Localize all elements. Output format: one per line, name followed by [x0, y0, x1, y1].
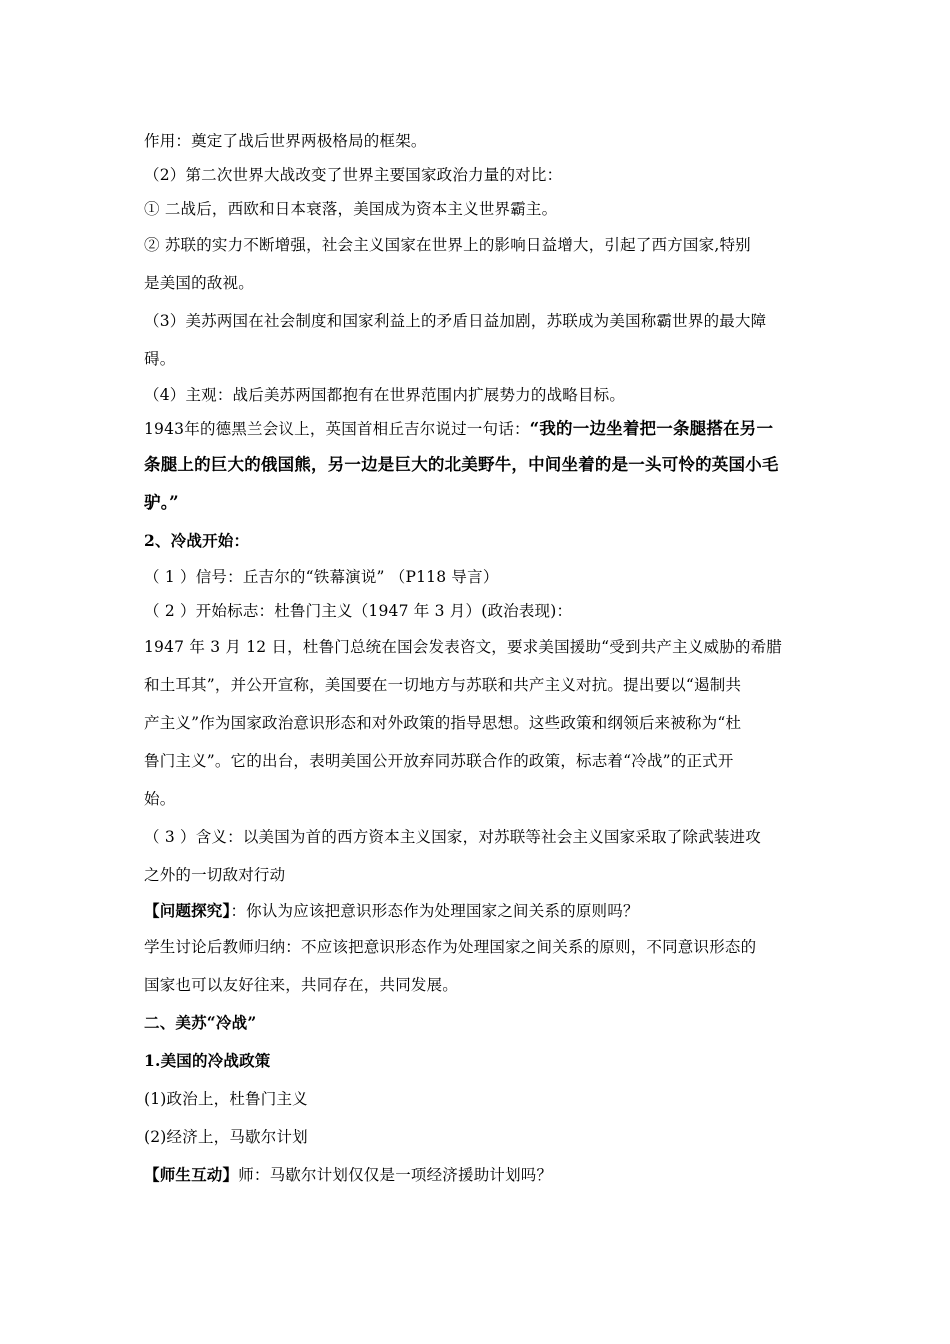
section-2-heading: 2、冷战开始： — [144, 531, 250, 550]
subsection-1-heading: 1.美国的冷战政策 — [144, 1051, 271, 1070]
part-2-heading: 二、美苏“冷战” — [144, 1013, 257, 1032]
interaction-text: 师：马歇尔计划仅仅是一项经济援助计划吗？ — [238, 1166, 553, 1184]
document-page — [144, 124, 810, 1194]
quote-intro: 1943年的德黑兰会议上，英国首相丘吉尔说过一句话： — [144, 420, 530, 438]
truman-paragraph-line-4: 鲁门主义”。它的出台，表明美国公开放弃同苏联合作的政策，标志着“冷战”的正式开 — [144, 752, 734, 770]
quote-line-1 — [144, 412, 810, 446]
truman-paragraph-line-1: 1947 年 3 月 12 日，杜鲁门总统在国会发表咨文，要求美国援助“受到共产主义威胁的希腊 — [144, 638, 782, 656]
policy-item-economic: (2)经济上，马歇尔计划 — [144, 1128, 308, 1146]
paragraph-conflict-line-2: 碍。 — [144, 350, 176, 368]
section-2-start-mark: （ 2 ）开始标志：杜鲁门主义（1947 年 3 月）(政治表现)： — [144, 602, 573, 620]
inquiry-question — [144, 894, 810, 928]
truman-paragraph-line-2: 和土耳其”，并公开宣称，美国要在一切地方与苏联和共产主义对抗。提出要以“遏制共 — [144, 676, 742, 694]
paragraph-point-2-line-1: ② 苏联的实力不断增强，社会主义国家在世界上的影响日益增大，引起了西方国家,特别 — [144, 236, 751, 254]
inquiry-answer-line-1: 学生讨论后教师归纳：不应该把意识形态作为处理国家之间关系的原则，不同意识形态的 — [144, 938, 757, 956]
paragraph-point-2-line-2: 是美国的敌视。 — [144, 274, 254, 292]
interaction-label: 【师生互动】 — [144, 1165, 239, 1184]
truman-paragraph-line-5: 始。 — [144, 790, 176, 808]
paragraph-role: 作用：奠定了战后世界两极格局的框架。 — [144, 132, 427, 150]
paragraph-point-1: ① 二战后，西欧和日本衰落，美国成为资本主义世界霸主。 — [144, 200, 558, 218]
interaction-question — [144, 1156, 810, 1194]
churchill-quote-part-2: 条腿上的巨大的俄国熊，另一边是巨大的北美野牛，中间坐着的是一头可怜的英国小毛 — [144, 455, 779, 474]
section-2-meaning-line-1: （ 3 ）含义：以美国为首的西方资本主义国家，对苏联等社会主义国家采取了除武装进攻 — [144, 828, 761, 846]
paragraph-conflict-line-1: （3）美苏两国在社会制度和国家利益上的矛盾日益加剧，苏联成为美国称霸世界的最大障 — [144, 312, 767, 330]
paragraph-subjective: （4）主观：战后美苏两国都抱有在世界范围内扩展势力的战略目标。 — [144, 386, 626, 404]
churchill-quote-part-1: “我的一边坐着把一条腿搭在另一 — [529, 419, 774, 438]
inquiry-answer-line-2: 国家也可以友好往来，共同存在，共同发展。 — [144, 976, 459, 994]
section-2-signal: （ 1 ）信号：丘吉尔的“铁幕演说” （P118 导言） — [144, 568, 499, 586]
policy-item-political: (1)政治上，杜鲁门主义 — [144, 1090, 308, 1108]
section-2-meaning-line-2: 之外的一切敌对行动 — [144, 866, 286, 884]
paragraph-power-shift: （2）第二次世界大战改变了世界主要国家政治力量的对比： — [144, 166, 563, 184]
truman-paragraph-line-3: 产主义”作为国家政治意识形态和对外政策的指导思想。这些政策和纲领后来被称为“杜 — [144, 714, 742, 732]
inquiry-text: ：你认为应该把意识形态作为处理国家之间关系的原则吗？ — [230, 902, 639, 920]
churchill-quote-part-3: 驴。” — [144, 493, 179, 512]
inquiry-label: 【问题探究】 — [144, 901, 231, 920]
